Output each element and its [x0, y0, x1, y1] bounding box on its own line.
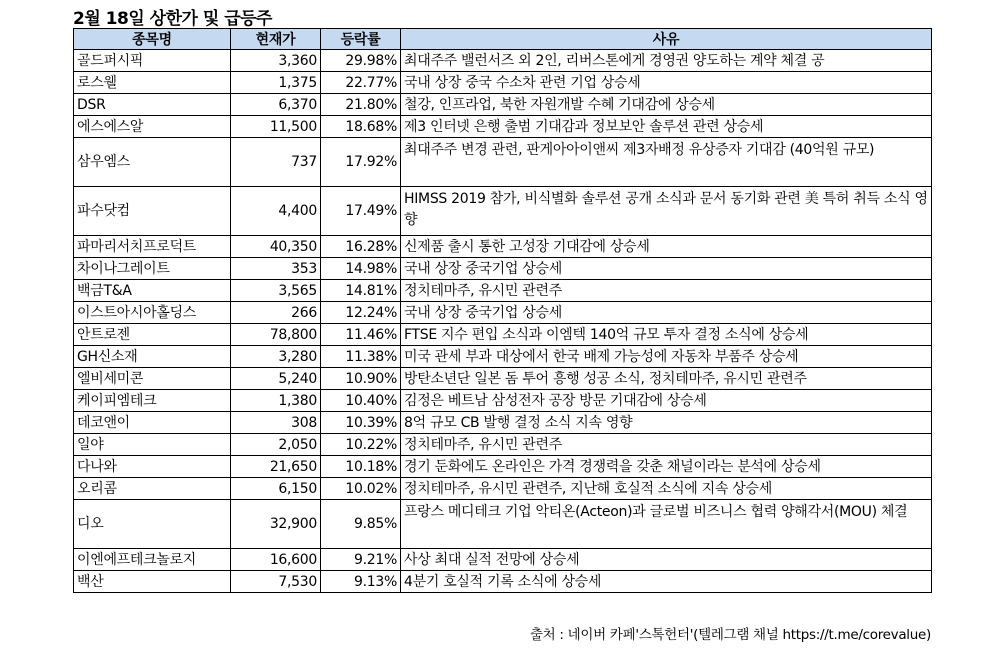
price-cell: 32,900 [231, 500, 321, 549]
stock-name-cell: 이엔에프테크놀로지 [74, 549, 231, 571]
reason-cell: 사상 최대 실적 전망에 상승세 [401, 549, 932, 571]
table-row [74, 478, 932, 500]
change-cell: 17.92% [321, 138, 401, 187]
change-cell: 22.77% [321, 72, 401, 94]
reason-cell: FTSE 지수 편입 소식과 이엠텍 140억 규모 투자 결정 소식에 상승세 [401, 324, 932, 346]
change-cell: 14.81% [321, 280, 401, 302]
change-cell: 11.38% [321, 346, 401, 368]
table-row [74, 346, 932, 368]
table-row [74, 94, 932, 116]
reason-cell: 정치테마주, 유시민 관련주 [401, 434, 932, 456]
table-row [74, 236, 932, 258]
stock-table [73, 28, 932, 593]
price-cell: 3,360 [231, 50, 321, 72]
stock-name-cell: 로스웰 [74, 72, 231, 94]
reason-cell: 국내 상장 중국기업 상승세 [401, 302, 932, 324]
price-cell: 2,050 [231, 434, 321, 456]
table-row [74, 72, 932, 94]
stock-name-cell: GH신소재 [74, 346, 231, 368]
stock-name-cell: 삼우엠스 [74, 138, 231, 187]
stock-name-cell: 안트로젠 [74, 324, 231, 346]
stock-name-cell: 케이피엠테크 [74, 390, 231, 412]
price-cell: 353 [231, 258, 321, 280]
stock-name-cell: 에스에스알 [74, 116, 231, 138]
change-cell: 9.21% [321, 549, 401, 571]
reason-cell: 방탄소년단 일본 돔 투어 흥행 성공 소식, 정치테마주, 유시민 관련주 [401, 368, 932, 390]
stock-name-cell: 엘비세미콘 [74, 368, 231, 390]
price-cell: 78,800 [231, 324, 321, 346]
stock-name-cell: 오리콤 [74, 478, 231, 500]
price-cell: 6,150 [231, 478, 321, 500]
stock-name-cell: 골드퍼시픽 [74, 50, 231, 72]
price-cell: 3,565 [231, 280, 321, 302]
price-cell: 308 [231, 412, 321, 434]
stock-name-cell: 디오 [74, 500, 231, 549]
price-cell: 266 [231, 302, 321, 324]
table-row [74, 412, 932, 434]
table-row [74, 258, 932, 280]
stock-name-cell: 이스트아시아홀딩스 [74, 302, 231, 324]
reason-cell: 8억 규모 CB 발행 결정 소식 지속 영향 [401, 412, 932, 434]
change-cell: 10.40% [321, 390, 401, 412]
header-change: 등락률 [321, 29, 401, 50]
price-cell: 1,380 [231, 390, 321, 412]
table-row [74, 571, 932, 593]
reason-cell: 정치테마주, 유시민 관련주 [401, 280, 932, 302]
table-row [74, 549, 932, 571]
reason-cell: 철강, 인프라업, 북한 자원개발 수혜 기대감에 상승세 [401, 94, 932, 116]
header-reason: 사유 [401, 29, 932, 50]
stock-name-cell: 데코앤이 [74, 412, 231, 434]
change-cell: 14.98% [321, 258, 401, 280]
reason-cell: 경기 둔화에도 온라인은 가격 경쟁력을 갖춘 채널이라는 분석에 상승세 [401, 456, 932, 478]
table-row [74, 368, 932, 390]
stock-name-cell: DSR [74, 94, 231, 116]
reason-cell: 미국 관세 부과 대상에서 한국 배제 가능성에 자동차 부품주 상승세 [401, 346, 932, 368]
price-cell: 16,600 [231, 549, 321, 571]
reason-cell: 최대주주 변경 관련, 판게아아이앤씨 제3자배정 유상증자 기대감 (40억원 규모) [401, 138, 932, 187]
table-row [74, 434, 932, 456]
reason-cell: 최대주주 밸런서즈 외 2인, 리버스톤에게 경영권 양도하는 계약 체결 공 [401, 50, 932, 72]
change-cell: 21.80% [321, 94, 401, 116]
change-cell: 10.22% [321, 434, 401, 456]
reason-cell: 국내 상장 중국기업 상승세 [401, 258, 932, 280]
change-cell: 10.02% [321, 478, 401, 500]
change-cell: 10.18% [321, 456, 401, 478]
price-cell: 6,370 [231, 94, 321, 116]
change-cell: 29.98% [321, 50, 401, 72]
reason-cell: 국내 상장 중국 수소차 관련 기업 상승세 [401, 72, 932, 94]
table-row [74, 50, 932, 72]
change-cell: 18.68% [321, 116, 401, 138]
source-note: 출처 : 네이버 카페'스톡헌터'(텔레그램 채널 https://t.me/corevalue) [529, 627, 931, 643]
change-cell: 9.85% [321, 500, 401, 549]
change-cell: 12.24% [321, 302, 401, 324]
stock-name-cell: 파수닷컴 [74, 187, 231, 236]
stock-name-cell: 백산 [74, 571, 231, 593]
stock-name-cell: 다나와 [74, 456, 231, 478]
change-cell: 17.49% [321, 187, 401, 236]
change-cell: 11.46% [321, 324, 401, 346]
stock-name-cell: 백금T&A [74, 280, 231, 302]
table-row [74, 390, 932, 412]
change-cell: 10.39% [321, 412, 401, 434]
table-row [74, 456, 932, 478]
table-row [74, 187, 932, 236]
price-cell: 4,400 [231, 187, 321, 236]
price-cell: 1,375 [231, 72, 321, 94]
price-cell: 5,240 [231, 368, 321, 390]
price-cell: 3,280 [231, 346, 321, 368]
price-cell: 21,650 [231, 456, 321, 478]
table-row [74, 324, 932, 346]
change-cell: 16.28% [321, 236, 401, 258]
stock-name-cell: 파마리서치프로덕트 [74, 236, 231, 258]
reason-cell: 신제품 출시 통한 고성장 기대감에 상승세 [401, 236, 932, 258]
reason-cell: HIMSS 2019 참가, 비식별화 솔루션 공개 소식과 문서 동기화 관련 美 특허 취득 소식 영향 [401, 187, 932, 236]
reason-cell: 4분기 호실적 기록 소식에 상승세 [401, 571, 932, 593]
reason-cell: 정치테마주, 유시민 관련주, 지난해 호실적 소식에 지속 상승세 [401, 478, 932, 500]
price-cell: 40,350 [231, 236, 321, 258]
change-cell: 9.13% [321, 571, 401, 593]
price-cell: 7,530 [231, 571, 321, 593]
reason-cell: 김정은 베트남 삼성전자 공장 방문 기대감에 상승세 [401, 390, 932, 412]
table-header-row [74, 29, 932, 50]
change-cell: 10.90% [321, 368, 401, 390]
reason-cell: 제3 인터넷 은행 출범 기대감과 정보보안 솔루션 관련 상승세 [401, 116, 932, 138]
stock-name-cell: 차이나그레이트 [74, 258, 231, 280]
header-name: 종목명 [74, 29, 231, 50]
table-row [74, 302, 932, 324]
table-row [74, 500, 932, 549]
page-title: 2월 18일 상한가 및 급등주 [73, 9, 272, 29]
table-row [74, 280, 932, 302]
table-row [74, 116, 932, 138]
reason-cell: 프랑스 메디테크 기업 악티온(Acteon)과 글로벌 비즈니스 협력 양해각서(MOU) 체결 [401, 500, 932, 549]
stock-name-cell: 일야 [74, 434, 231, 456]
table-row [74, 138, 932, 187]
price-cell: 11,500 [231, 116, 321, 138]
header-price: 현재가 [231, 29, 321, 50]
price-cell: 737 [231, 138, 321, 187]
